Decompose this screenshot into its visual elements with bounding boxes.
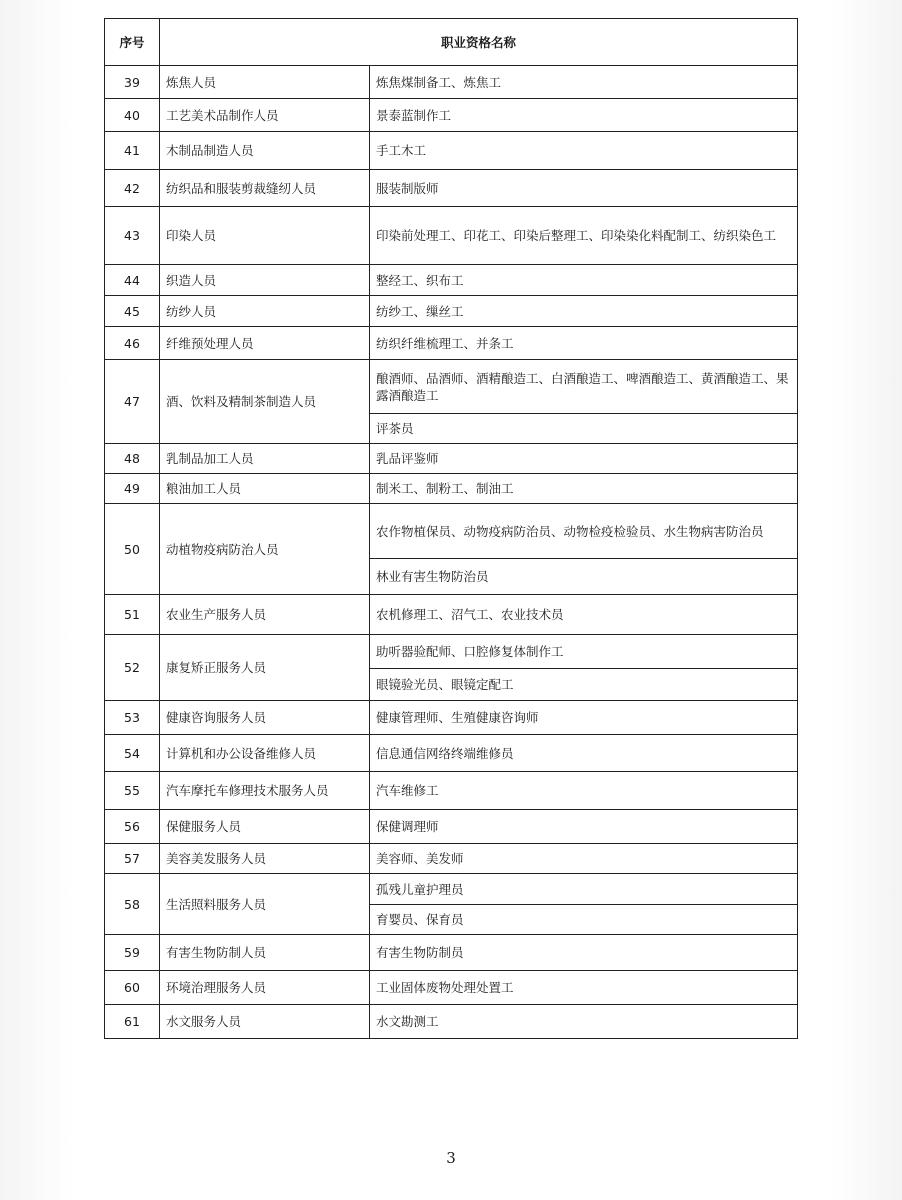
qualification-name: 整经工、织布工 [370,265,798,296]
qualification-name: 有害生物防制员 [370,935,798,971]
qualification-name: 水文勘测工 [370,1005,798,1039]
row-number: 58 [105,874,160,935]
qualification-name: 汽车维修工 [370,772,798,810]
qualification-name: 眼镜验光员、眼镜定配工 [370,669,798,701]
table-body [105,66,798,1039]
row-number: 45 [105,296,160,327]
occupation-category: 纺织品和服装剪裁缝纫人员 [160,170,370,207]
occupation-category: 木制品制造人员 [160,132,370,170]
occupation-category: 炼焦人员 [160,66,370,99]
table-header-row [105,19,798,66]
occupation-category: 织造人员 [160,265,370,296]
occupation-category: 酒、饮料及精制茶制造人员 [160,360,370,444]
occupation-category: 计算机和办公设备维修人员 [160,735,370,772]
header-name: 职业资格名称 [160,19,798,66]
table-row [105,474,798,504]
table-row [105,170,798,207]
row-number: 43 [105,207,160,265]
table-row [105,265,798,296]
qualification-name: 信息通信网络终端维修员 [370,735,798,772]
table-row [105,207,798,265]
table-row [105,701,798,735]
row-number: 54 [105,735,160,772]
table-row [105,1005,798,1039]
qualification-name: 助听器验配师、口腔修复体制作工 [370,635,798,669]
qualification-name: 工业固体废物处理处置工 [370,971,798,1005]
qualification-name: 手工木工 [370,132,798,170]
qualification-name: 服装制版师 [370,170,798,207]
occupation-category: 有害生物防制人员 [160,935,370,971]
occupation-category: 印染人员 [160,207,370,265]
header-no: 序号 [105,19,160,66]
occupation-category: 健康咨询服务人员 [160,701,370,735]
table-row [105,296,798,327]
table-row [105,360,798,414]
table-row [105,772,798,810]
row-number: 39 [105,66,160,99]
row-number: 56 [105,810,160,844]
occupation-category: 动植物疫病防治人员 [160,504,370,595]
table-row [105,595,798,635]
qualification-table [104,18,798,1039]
qualification-name: 印染前处理工、印花工、印染后整理工、印染染化料配制工、纺织染色工 [370,207,798,265]
table-row [105,844,798,874]
row-number: 51 [105,595,160,635]
row-number: 40 [105,99,160,132]
table-row [105,132,798,170]
qualification-name: 景泰蓝制作工 [370,99,798,132]
table-row [105,735,798,772]
occupation-category: 水文服务人员 [160,1005,370,1039]
qualification-name: 健康管理师、生殖健康咨询师 [370,701,798,735]
table-row [105,935,798,971]
occupation-category: 工艺美术品制作人员 [160,99,370,132]
row-number: 44 [105,265,160,296]
table-row [105,99,798,132]
occupation-category: 纤维预处理人员 [160,327,370,360]
qualification-name: 育婴员、保育员 [370,905,798,935]
table-row [105,810,798,844]
row-number: 61 [105,1005,160,1039]
occupation-category: 保健服务人员 [160,810,370,844]
occupation-category: 粮油加工人员 [160,474,370,504]
row-number: 57 [105,844,160,874]
row-number: 59 [105,935,160,971]
occupation-category: 农业生产服务人员 [160,595,370,635]
row-number: 47 [105,360,160,444]
table-row [105,327,798,360]
row-number: 53 [105,701,160,735]
qualification-name: 林业有害生物防治员 [370,559,798,595]
qualification-name: 纺纱工、缫丝工 [370,296,798,327]
row-number: 42 [105,170,160,207]
occupation-category: 汽车摩托车修理技术服务人员 [160,772,370,810]
row-number: 55 [105,772,160,810]
qualification-name: 美容师、美发师 [370,844,798,874]
row-number: 50 [105,504,160,595]
qualification-name: 炼焦煤制备工、炼焦工 [370,66,798,99]
table-row [105,971,798,1005]
qualification-name: 孤残儿童护理员 [370,874,798,905]
table-row [105,444,798,474]
occupation-category: 美容美发服务人员 [160,844,370,874]
occupation-category: 乳制品加工人员 [160,444,370,474]
occupation-category: 生活照料服务人员 [160,874,370,935]
occupation-category: 康复矫正服务人员 [160,635,370,701]
qualification-name: 评茶员 [370,414,798,444]
row-number: 60 [105,971,160,1005]
row-number: 48 [105,444,160,474]
page-number: 3 [446,1149,456,1167]
table-row [105,66,798,99]
qualification-name: 纺织纤维梳理工、并条工 [370,327,798,360]
table-row [105,874,798,905]
table-row [105,504,798,559]
table-row [105,635,798,669]
qualification-name: 农作物植保员、动物疫病防治员、动物检疫检验员、水生物病害防治员 [370,504,798,559]
occupation-category: 纺纱人员 [160,296,370,327]
row-number: 41 [105,132,160,170]
row-number: 46 [105,327,160,360]
qualification-name: 乳品评鉴师 [370,444,798,474]
occupation-category: 环境治理服务人员 [160,971,370,1005]
qualification-name: 农机修理工、沼气工、农业技术员 [370,595,798,635]
qualification-name: 制米工、制粉工、制油工 [370,474,798,504]
row-number: 49 [105,474,160,504]
row-number: 52 [105,635,160,701]
qualification-name: 酿酒师、品酒师、酒精酿造工、白酒酿造工、啤酒酿造工、黄酒酿造工、果露酒酿造工 [370,360,798,414]
qualification-name: 保健调理师 [370,810,798,844]
